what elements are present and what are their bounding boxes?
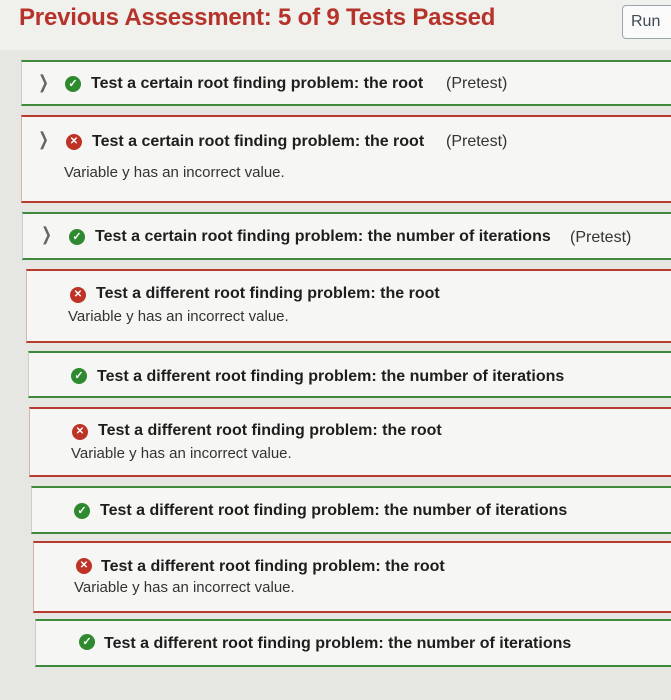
page-title: Previous Assessment: 5 of 9 Tests Passed	[19, 4, 496, 31]
check-circle-icon: ✓	[79, 634, 95, 650]
x-circle-icon: ✕	[66, 134, 82, 150]
check-circle-icon: ✓	[65, 76, 81, 92]
assessment-header	[0, 0, 671, 50]
test-message: Variable y has an incorrect value.	[74, 579, 295, 596]
chevron-right-icon[interactable]: ❯	[38, 72, 49, 92]
test-title: Test a different root finding problem: the root	[98, 422, 442, 439]
x-circle-icon: ✕	[70, 287, 86, 303]
test-title: Test a different root finding problem: the number of iterations	[100, 502, 568, 519]
test-message: Variable y has an incorrect value.	[68, 308, 289, 325]
test-result-card[interactable]	[21, 60, 671, 106]
test-result-card[interactable]	[22, 212, 671, 260]
test-title: Test a different root finding problem: the root	[96, 285, 440, 302]
test-title: Test a certain root finding problem: the root	[91, 75, 424, 92]
check-circle-icon: ✓	[69, 229, 85, 245]
test-title: Test a different root finding problem: the root	[101, 558, 445, 575]
chevron-right-icon[interactable]: ❯	[38, 129, 49, 149]
test-result-card[interactable]	[28, 351, 671, 398]
pretest-tag: (Pretest)	[446, 75, 508, 92]
check-circle-icon: ✓	[74, 503, 90, 519]
x-circle-icon: ✕	[72, 424, 88, 440]
x-circle-icon: ✕	[76, 558, 92, 574]
test-result-card[interactable]	[26, 269, 671, 343]
test-result-card[interactable]	[21, 115, 671, 203]
check-circle-icon: ✓	[71, 368, 87, 384]
test-result-card[interactable]	[35, 619, 671, 667]
pretest-tag: (Pretest)	[446, 133, 508, 150]
test-message: Variable y has an incorrect value.	[71, 445, 292, 462]
test-title: Test a certain root finding problem: the number of iterations	[95, 228, 551, 245]
chevron-right-icon[interactable]: ❯	[41, 224, 52, 244]
run-button[interactable]: Run	[622, 5, 671, 39]
test-title: Test a different root finding problem: the number of iterations	[104, 635, 572, 652]
test-message: Variable y has an incorrect value.	[64, 164, 285, 181]
pretest-tag: (Pretest)	[570, 229, 632, 246]
test-title: Test a certain root finding problem: the root	[92, 133, 425, 150]
test-result-card[interactable]	[31, 486, 671, 534]
test-result-card[interactable]	[29, 407, 671, 477]
test-result-card[interactable]	[33, 541, 671, 613]
test-title: Test a different root finding problem: the number of iterations	[97, 368, 565, 385]
